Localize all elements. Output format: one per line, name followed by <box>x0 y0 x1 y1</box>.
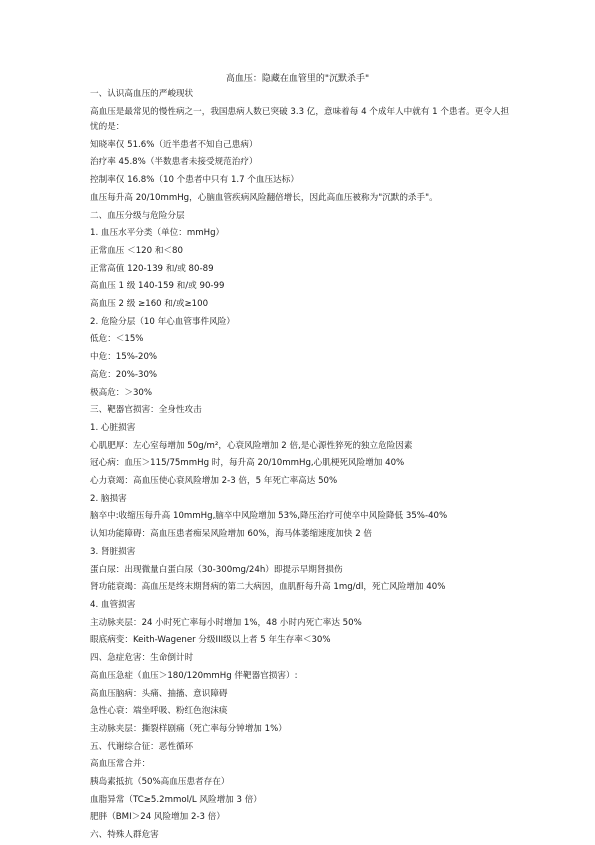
list-item: 血脂异常（TC≥5.2mmol/L 风险增加 3 倍） <box>90 794 262 805</box>
list-item: 认知功能障碍：高血压患者痴呆风险增加 60%，海马体萎缩速度加快 2 倍 <box>90 529 372 540</box>
list-item: 蛋白尿：出现微量白蛋白尿（30-300mg/24h）即提示早期肾损伤 <box>90 564 343 575</box>
list-item: 低危：＜15% <box>90 334 144 345</box>
list-item: 控制率仅 16.8%（10 个患者中只有 1.7 个血压达标） <box>90 175 299 186</box>
subheading: 4. 血管损害 <box>90 599 136 610</box>
section-heading-metabolic: 五、代谢综合征：恶性循环 <box>90 741 194 752</box>
list-item: 极高危：＞30% <box>90 387 153 398</box>
list-item: 高血压 1 级 140-159 和/或 90-99 <box>90 281 225 292</box>
list-item: 心力衰竭：高血压使心衰风险增加 2-3 倍，5 年死亡率高达 50% <box>90 476 338 487</box>
list-item: 高危：20%-30% <box>90 369 158 380</box>
list-item: 急性心衰：端坐呼吸、粉红色泡沫痰 <box>90 706 228 717</box>
list-item: 胰岛素抵抗（50%高血压患者存在） <box>90 777 230 788</box>
list-item: 眼底病变：Keith-Wagener 分级III级以上者 5 年生存率＜30% <box>90 635 331 646</box>
list-item: 冠心病：血压＞115/75mmHg 时，每升高 20/10mmHg,心肌梗死风险增加 40% <box>90 458 405 469</box>
subheading: 1. 心脏损害 <box>90 422 136 433</box>
list-item: 高血压 2 级 ≥160 和/或≥100 <box>90 299 209 310</box>
list-item: 中危：15%-20% <box>90 352 158 363</box>
list-item: 知晓率仅 51.6%（近半患者不知自己患病） <box>90 139 258 150</box>
list-item: 肾功能衰竭：高血压是终末期肾病的第二大病因，血肌酐每升高 1mg/dl，死亡风险增加 40% <box>90 582 446 593</box>
section-heading-classification: 二、血压分级与危险分层 <box>90 210 185 221</box>
list-item: 肥胖（BMI＞24 风险增加 2-3 倍） <box>90 812 225 823</box>
subheading: 2. 脑损害 <box>90 493 127 504</box>
paragraph: 高血压急症（血压＞180/120mmHg 伴靶器官损害）: <box>90 670 298 681</box>
section-heading-status: 一、认识高血压的严峻现状 <box>90 89 194 99</box>
list-item: 心肌肥厚：左心室每增加 50g/m²，心衰风险增加 2 倍,是心源性猝死的独立危险因素 <box>90 440 413 451</box>
list-item: 主动脉夹层：24 小时死亡率每小时增加 1%，48 小时内死亡率达 50% <box>90 617 362 628</box>
subheading: 3. 肾脏损害 <box>90 546 136 557</box>
document-body <box>90 86 510 845</box>
list-item: 正常血压 ＜120 和＜80 <box>90 245 183 256</box>
list-item: 正常高值 120-139 和/或 80-89 <box>90 263 214 274</box>
paragraph: 高血压常合并： <box>90 759 151 770</box>
list-item: 主动脉夹层：撕裂样剧痛（死亡率每分钟增加 1%） <box>90 723 287 734</box>
section-heading-special-groups: 六、特殊人群危害 <box>90 830 159 841</box>
page-title: 高血压：隐藏在血管里的"沉默杀手" <box>225 74 370 84</box>
subheading: 2. 危险分层（10 年心血管事件风险） <box>90 316 235 327</box>
section-heading-emergency: 四、急症危害：生命倒计时 <box>90 653 194 664</box>
paragraph: 血压每升高 20/10mmHg，心脑血管疾病风险翻倍增长，因此高血压被称为"沉默的杀手"。 <box>90 192 438 203</box>
paragraph-intro: 高血压是最常见的慢性病之一，我国患病人数已突破 3.3 亿，意味着每 4 个成年人中就有 1 个患者。更令人担忧的是： <box>90 106 510 133</box>
list-item: 治疗率 45.8%（半数患者未接受规范治疗） <box>90 157 258 168</box>
section-heading-organ-damage: 三、靶器官损害：全身性攻击 <box>90 405 202 416</box>
list-item: 高血压脑病：头痛、抽搐、意识障碍 <box>90 688 228 699</box>
list-item: 脑卒中:收缩压每升高 10mmHg,脑卒中风险增加 53%,降压治疗可使卒中风险降低 35%-40% <box>90 511 448 522</box>
subheading: 1. 血压水平分类（单位：mmHg） <box>90 228 225 239</box>
